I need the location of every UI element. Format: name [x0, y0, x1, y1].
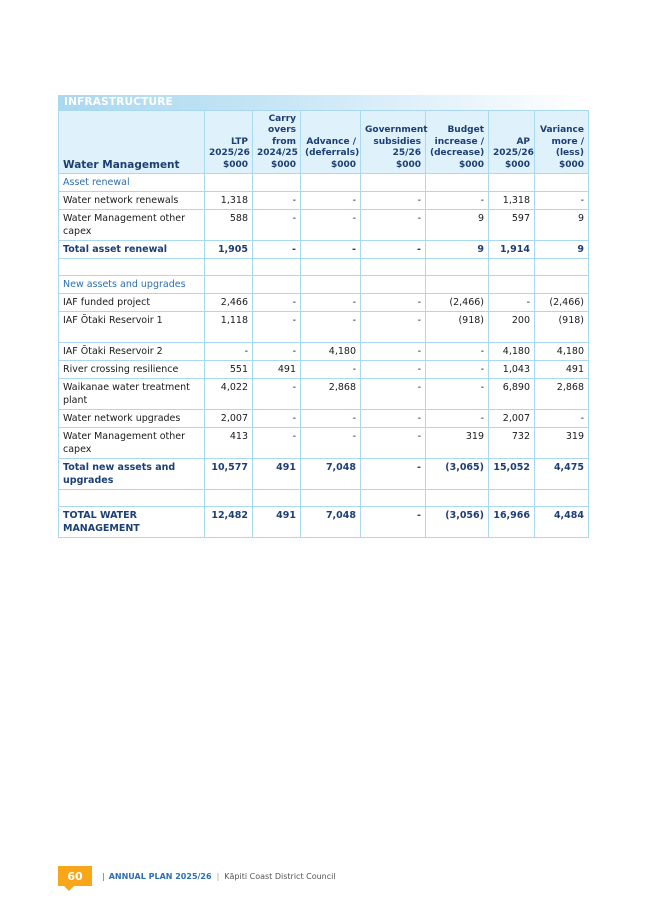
cell-value: 319 — [535, 428, 589, 459]
cell-value: 2,868 — [535, 379, 589, 410]
cell-value: 1,318 — [205, 192, 253, 210]
cell-value: - — [361, 410, 426, 428]
cell-value: - — [535, 410, 589, 428]
cell-value: - — [253, 210, 301, 241]
cell-value: - — [361, 241, 426, 259]
cell-value: 9 — [535, 241, 589, 259]
cell-value: 1,118 — [205, 312, 253, 343]
cell-value: (2,466) — [535, 294, 589, 312]
cell-value: 2,466 — [205, 294, 253, 312]
cell-value: - — [301, 312, 361, 343]
subheading-row — [59, 276, 589, 294]
cell-value: - — [426, 361, 489, 379]
cell-value: 10,577 — [205, 459, 253, 490]
column-header-category: Water Management — [59, 111, 205, 174]
cell-value: - — [361, 361, 426, 379]
cell-value: - — [301, 361, 361, 379]
cell-value: 732 — [489, 428, 535, 459]
cell-value: 9 — [426, 210, 489, 241]
cell-value: 491 — [253, 507, 301, 538]
footer-plan-title: ANNUAL PLAN 2025/26 — [108, 871, 212, 881]
cell-value: (918) — [426, 312, 489, 343]
cell-value: 413 — [205, 428, 253, 459]
cell-value: 4,180 — [489, 343, 535, 361]
row-label: Water Management other capex — [59, 210, 205, 241]
column-header-government-subsidies: Government subsidies 25/26 $000 — [361, 111, 426, 174]
blank-row — [59, 259, 589, 276]
cell-value: - — [426, 379, 489, 410]
cell-value: - — [301, 192, 361, 210]
cell-value: 1,914 — [489, 241, 535, 259]
row-label: IAF Ōtaki Reservoir 1 — [59, 312, 205, 343]
cell-value: - — [361, 294, 426, 312]
table-row — [59, 410, 589, 428]
cell-value: 551 — [205, 361, 253, 379]
table-row — [59, 210, 589, 241]
footer-separator: | — [102, 871, 105, 881]
cell-value: (918) — [535, 312, 589, 343]
cell-value: 7,048 — [301, 507, 361, 538]
cell-value: 4,475 — [535, 459, 589, 490]
cell-value: - — [253, 379, 301, 410]
table-row — [59, 312, 589, 343]
blank-row — [59, 490, 589, 507]
row-label: IAF funded project — [59, 294, 205, 312]
cell-value: - — [426, 343, 489, 361]
total-row — [59, 459, 589, 490]
cell-value: 4,180 — [301, 343, 361, 361]
page-footer — [58, 866, 336, 886]
total-row — [59, 241, 589, 259]
row-label: Water network renewals — [59, 192, 205, 210]
cell-value: - — [253, 241, 301, 259]
cell-value: 6,890 — [489, 379, 535, 410]
row-label: IAF Ōtaki Reservoir 2 — [59, 343, 205, 361]
column-header-ap: AP 2025/26 $000 — [489, 111, 535, 174]
cell-value: 491 — [253, 459, 301, 490]
cell-value: 9 — [426, 241, 489, 259]
column-header-budget-change: Budget increase / (decrease) $000 — [426, 111, 489, 174]
cell-value: (3,065) — [426, 459, 489, 490]
page-number: 60 — [58, 866, 92, 886]
cell-value: 7,048 — [301, 459, 361, 490]
cell-value: 16,966 — [489, 507, 535, 538]
cell-value: - — [361, 312, 426, 343]
cell-value: - — [253, 428, 301, 459]
section-title: INFRASTRUCTURE — [58, 95, 588, 110]
cell-value: 491 — [535, 361, 589, 379]
cell-value: 200 — [489, 312, 535, 343]
footer-council-name: Kāpiti Coast District Council — [224, 871, 336, 881]
cell-value: - — [361, 428, 426, 459]
cell-value: - — [301, 241, 361, 259]
cell-value: 1,318 — [489, 192, 535, 210]
cell-value: (3,056) — [426, 507, 489, 538]
header-row — [59, 111, 589, 174]
cell-value: - — [426, 192, 489, 210]
cell-value: - — [205, 343, 253, 361]
cell-value: 9 — [535, 210, 589, 241]
total-label: Total asset renewal — [59, 241, 205, 259]
cell-value: - — [253, 312, 301, 343]
row-label: Water Management other capex — [59, 428, 205, 459]
cell-value: 12,482 — [205, 507, 253, 538]
cell-value: 4,180 — [535, 343, 589, 361]
row-label: Water network upgrades — [59, 410, 205, 428]
grand-total-row — [59, 507, 589, 538]
cell-value: - — [361, 507, 426, 538]
cell-value: - — [361, 343, 426, 361]
cell-value: 15,052 — [489, 459, 535, 490]
footer-separator: | — [216, 871, 220, 881]
cell-value: 2,007 — [205, 410, 253, 428]
cell-value: - — [301, 210, 361, 241]
cell-value: - — [301, 294, 361, 312]
table-row — [59, 294, 589, 312]
cell-value: 1,905 — [205, 241, 253, 259]
cell-value: - — [361, 210, 426, 241]
table-row — [59, 428, 589, 459]
cell-value: - — [301, 410, 361, 428]
cell-value: 319 — [426, 428, 489, 459]
column-header-advance-deferrals: Advance / (deferrals) $000 — [301, 111, 361, 174]
column-header-variance: Variance more / (less) $000 — [535, 111, 589, 174]
cell-value: 4,484 — [535, 507, 589, 538]
table-row — [59, 361, 589, 379]
table-row — [59, 192, 589, 210]
cell-value: - — [361, 192, 426, 210]
table-row — [59, 343, 589, 361]
cell-value: - — [253, 294, 301, 312]
cell-value: 2,868 — [301, 379, 361, 410]
subheading-row — [59, 174, 589, 192]
cell-value: 4,022 — [205, 379, 253, 410]
cell-value: 2,007 — [489, 410, 535, 428]
column-header-ltp: LTP 2025/26 $000 — [205, 111, 253, 174]
water-management-table — [58, 110, 589, 538]
subheading-asset-renewal: Asset renewal — [59, 174, 205, 192]
column-header-carry-overs: Carry overs from 2024/25 $000 — [253, 111, 301, 174]
subheading-new-assets: New assets and upgrades — [59, 276, 205, 294]
cell-value: 588 — [205, 210, 253, 241]
cell-value: 597 — [489, 210, 535, 241]
cell-value: - — [253, 192, 301, 210]
cell-value: 1,043 — [489, 361, 535, 379]
cell-value: - — [361, 379, 426, 410]
cell-value: 491 — [253, 361, 301, 379]
row-label: Waikanae water treatment plant — [59, 379, 205, 410]
cell-value: - — [489, 294, 535, 312]
cell-value: - — [253, 410, 301, 428]
table-row — [59, 379, 589, 410]
cell-value: - — [426, 410, 489, 428]
cell-value: - — [361, 459, 426, 490]
total-label: Total new assets and upgrades — [59, 459, 205, 490]
cell-value: - — [253, 343, 301, 361]
cell-value: - — [535, 192, 589, 210]
cell-value: (2,466) — [426, 294, 489, 312]
row-label: River crossing resilience — [59, 361, 205, 379]
cell-value: - — [301, 428, 361, 459]
grand-total-label: TOTAL WATER MANAGEMENT — [59, 507, 205, 538]
